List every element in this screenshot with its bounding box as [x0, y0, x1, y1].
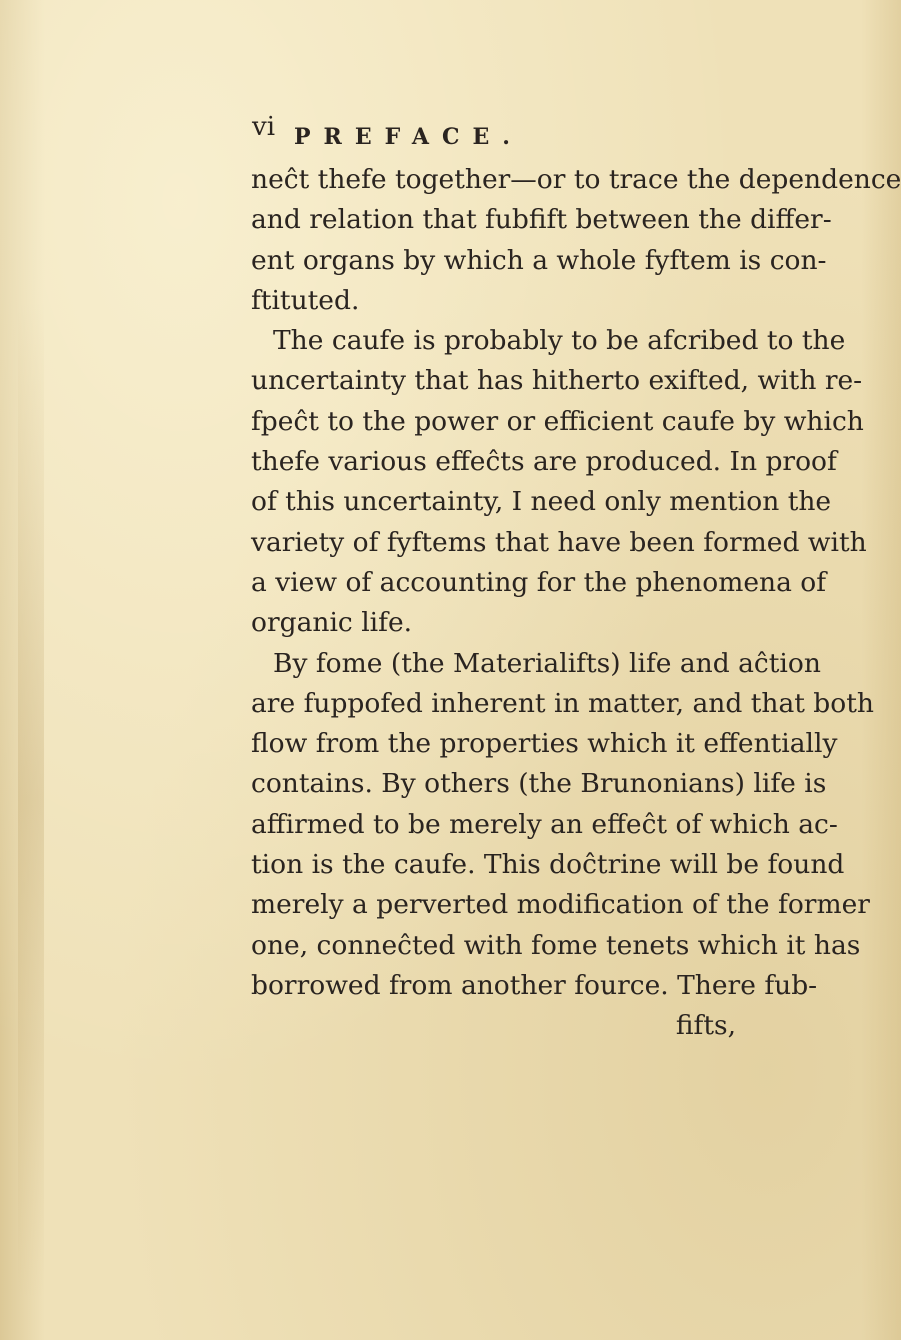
text-line: merely a perverted modification of the former: [251, 889, 870, 921]
text-line: uncertainty that has hitherto exifted, with re-: [251, 365, 863, 397]
page-header: [252, 114, 772, 154]
text-line: one, conneĉted with fome tenets which it has: [251, 929, 861, 961]
text-line: are fuppofed inherent in matter, and that both: [251, 687, 874, 719]
text-line: fpeĉt to the power or efficient caufe by which: [251, 405, 864, 437]
text-line: variety of fyftems that have been formed with: [251, 526, 867, 558]
page-number: vi: [252, 112, 276, 142]
text-line: affirmed to be merely an effeĉt of which ac-: [251, 808, 838, 840]
text-line: tion is the caufe. This doĉtrine will be found: [251, 849, 845, 881]
text-line: ftituted.: [251, 284, 360, 316]
text-line: By fome (the Materialifts) life and aĉtion: [273, 647, 821, 679]
text-line: flow from the properties which it effentially: [251, 728, 838, 760]
text-line: ent organs by which a whole fyftem is con-: [251, 244, 827, 276]
text-line: organic life.: [251, 607, 413, 639]
text-line: of this uncertainty, I need only mention the: [251, 486, 832, 518]
text-line: and relation that fubfift between the differ-: [251, 204, 832, 236]
text-line: contains. By others (the Brunonians) life is: [251, 768, 827, 800]
page-edge-stain: [18, 300, 44, 1300]
text-line: borrowed from another fource. There fub-: [251, 969, 818, 1001]
running-title: PREFACE.: [294, 124, 523, 150]
text-line: neĉt thefe together—or to trace the dependence: [251, 164, 901, 195]
text-line: a view of accounting for the phenomena of: [251, 566, 827, 598]
text-line: The caufe is probably to be afcribed to the: [273, 325, 846, 357]
body-text: [251, 160, 901, 1047]
catchword: fifts,: [675, 1010, 736, 1042]
text-line: thefe various effeĉts are produced. In proof: [251, 446, 837, 478]
